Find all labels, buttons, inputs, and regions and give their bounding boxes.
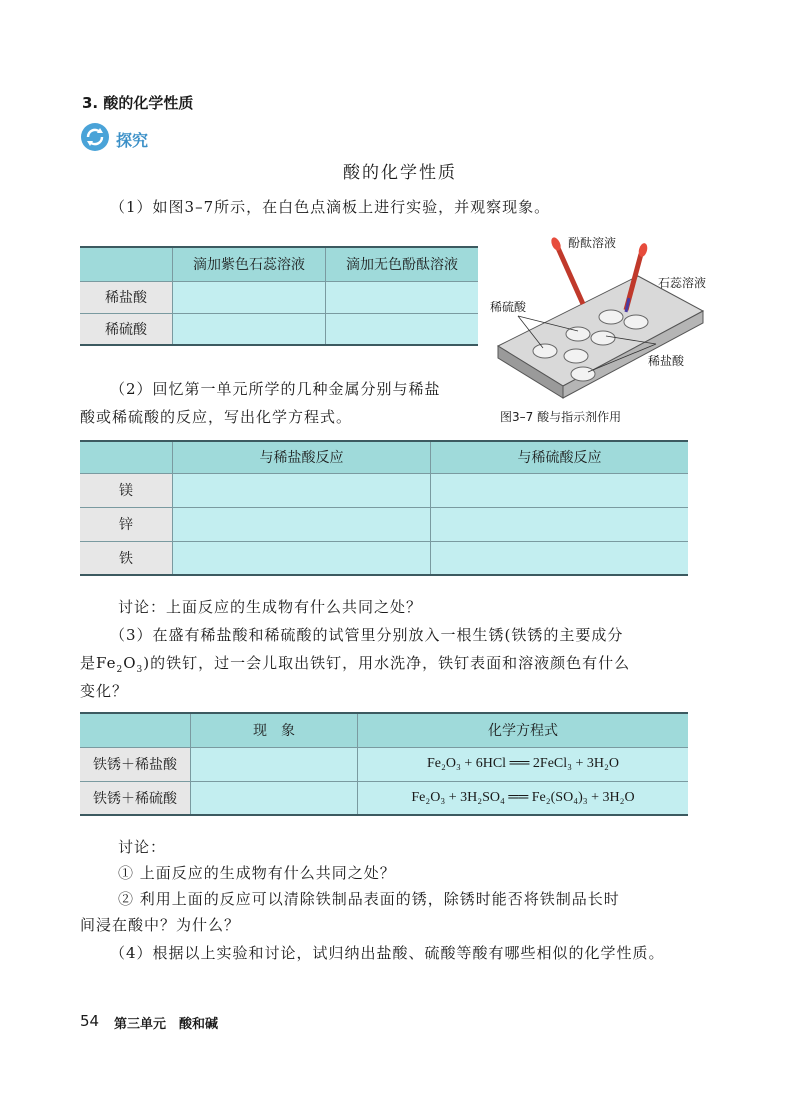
- table-header-cell: 滴加无色酚酞溶液: [326, 247, 479, 281]
- table-header-cell: [80, 713, 191, 747]
- figure-caption: 图3–7 酸与指示剂作用: [500, 410, 622, 424]
- row-label: 稀硫酸: [80, 313, 173, 345]
- table-header-cell: [80, 441, 173, 473]
- text-segment: 是Fe: [80, 654, 117, 672]
- paragraph-1: （1）如图3–7所示，在白色点滴板上进行实验，并观察现象。: [110, 198, 551, 216]
- row-label: 铁锈＋稀硫酸: [80, 781, 191, 815]
- label-hydrochloric-acid: 稀盐酸: [648, 354, 685, 368]
- table-row: [80, 541, 688, 575]
- table-header-cell: [80, 247, 173, 281]
- row-label: 稀盐酸: [80, 281, 173, 313]
- section-title: 3. 酸的化学性质: [82, 94, 194, 112]
- table-header-cell: 化学方程式: [358, 713, 689, 747]
- table-cell: [173, 473, 431, 507]
- discussion-2-item-2-line-1: ② 利用上面的反应可以清除铁制品表面的锈，除锈时能否将铁制品长时: [118, 890, 620, 908]
- table-cell: [191, 747, 358, 781]
- table-cell: [173, 507, 431, 541]
- discussion-2-item-2-line-2: 间浸在酸中？为什么？: [80, 916, 241, 934]
- table-header-row: [80, 713, 688, 747]
- paragraph-3-line-3: 变化？: [80, 682, 129, 700]
- text-segment: )的铁钉，过一会儿取出铁钉，用水洗净，铁钉表面和溶液颜色有什么: [143, 654, 631, 672]
- explore-icon: [80, 122, 110, 152]
- paragraph-3-line-1: （3）在盛有稀盐酸和稀硫酸的试管里分别放入一根生锈(铁锈的主要成分: [110, 626, 624, 644]
- table-header-cell: 滴加紫色石蕊溶液: [173, 247, 326, 281]
- subscript: 2: [116, 665, 124, 675]
- footer-chapter: 第三单元 酸和碱: [114, 1017, 219, 1032]
- table-cell: [173, 541, 431, 575]
- explore-label: 探究: [116, 131, 149, 150]
- table-header-cell: 与稀盐酸反应: [173, 441, 431, 473]
- label-phenolphthalein: 酚酞溶液: [568, 236, 617, 250]
- discussion-2-title: 讨论：: [118, 838, 167, 856]
- paragraph-2-line-2: 酸或稀硫酸的反应，写出化学方程式。: [80, 408, 353, 426]
- table-cell: [173, 281, 326, 313]
- table-row: [80, 473, 688, 507]
- table-header-cell: 与稀硫酸反应: [431, 441, 689, 473]
- table-cell: [173, 313, 326, 345]
- table-cell: [431, 507, 689, 541]
- row-label: 锌: [80, 507, 173, 541]
- table-row: [80, 781, 688, 815]
- text-segment: O: [123, 654, 137, 672]
- paragraph-2-line-1: （2）回忆第一单元所学的几种金属分别与稀盐: [110, 380, 441, 398]
- metal-reaction-table: [80, 440, 688, 576]
- row-label: 镁: [80, 473, 173, 507]
- table-cell: [326, 281, 479, 313]
- page-number: 54: [80, 1012, 100, 1030]
- spot-plate-figure: [488, 226, 718, 406]
- table-header-row: [80, 441, 688, 473]
- table-header-row: [80, 247, 478, 281]
- paragraph-3-line-2: [80, 650, 630, 683]
- label-litmus: 石蕊溶液: [658, 276, 707, 290]
- table-row: [80, 313, 478, 345]
- table-cell: [326, 313, 479, 345]
- row-label: 铁锈＋稀盐酸: [80, 747, 191, 781]
- label-sulfuric-acid: 稀硫酸: [490, 300, 527, 314]
- row-label: 铁: [80, 541, 173, 575]
- rust-reaction-table: [80, 712, 688, 816]
- discussion-2-item-1: ① 上面反应的生成物有什么共同之处？: [118, 864, 396, 882]
- indicator-table: [80, 246, 478, 346]
- equation-cell: Fe₂O₃ + 6HCl ══ 2FeCl₃ + 3H₂O: [358, 747, 689, 781]
- table-row: [80, 281, 478, 313]
- paragraph-4: （4）根据以上实验和讨论，试归纳出盐酸、硫酸等酸有哪些相似的化学性质。: [110, 944, 665, 962]
- table-cell: [191, 781, 358, 815]
- table-cell: [431, 473, 689, 507]
- subscript: 3: [136, 665, 144, 675]
- table-row: [80, 747, 688, 781]
- table-row: [80, 507, 688, 541]
- center-title: 酸的化学性质: [343, 163, 457, 183]
- equation-cell: Fe₂O₃ + 3H₂SO₄ ══ Fe₂(SO₄)₃ + 3H₂O: [358, 781, 689, 815]
- table-header-cell: 现 象: [191, 713, 358, 747]
- discussion-1: 讨论：上面反应的生成物有什么共同之处？: [118, 598, 423, 616]
- table-cell: [431, 541, 689, 575]
